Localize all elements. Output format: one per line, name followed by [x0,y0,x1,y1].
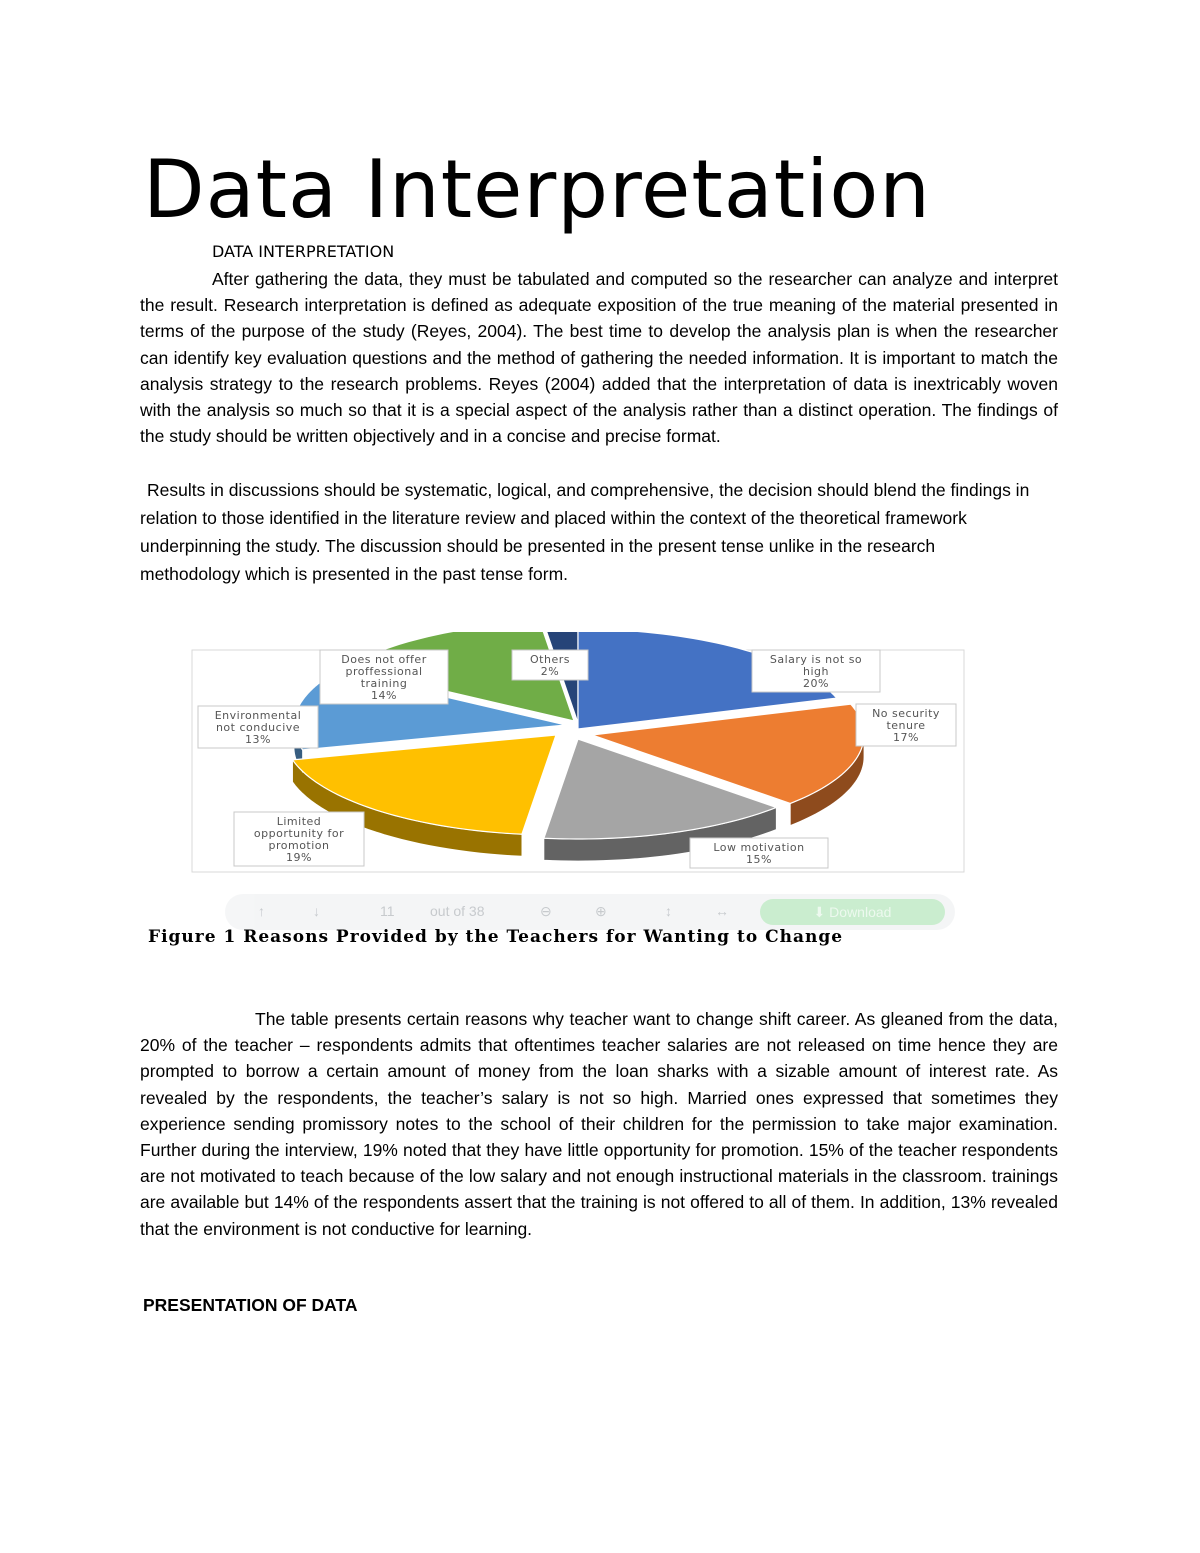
paragraph-3: The table presents certain reasons why teacher want to change shift career. As gleaned from the data, 20% of the teacher – respondents admits that oftentimes teacher salaries are not released on time hence they are prompted to borrow a certain amount of money from the loan sharks with a sizable amount of interest rate. As revealed by the respondents, the teacher’s salary is not so high. Married ones expressed that sometimes they experience sending promissory notes to the school of their children for the permission to take major examination. Further during the interview, 19% noted that they have little opportunity for promotion. 15% of the teacher respondents are not motivated to teach because of the low salary and not enough instructional materials in the classroom. trainings are available but 14% of the respondents assert that the training is not offered to all of them. In addition, 13% revealed that the environment is not conductive for learning. [140,1009,1058,1239]
svg-text:not conducive: not conducive [215,721,301,734]
document-viewer-toolbar [225,894,955,930]
fit-width-icon[interactable]: ↔ [715,903,729,919]
page-number[interactable]: 11 [380,903,395,919]
svg-text:No security: No security [872,707,940,720]
pie-chart-svg [140,632,1020,882]
pie-data-label [320,650,448,704]
svg-text:13%: 13% [245,733,271,746]
pie-data-label [856,704,956,746]
paragraph-1: After gathering the data, they must be tabulated and computed so the researcher can analyze and interpret the result. Research interpretation is defined as adequate exposition of the true meaning of the material presented in terms of the purpose of the study (Reyes, 2004). The best time to develop the analysis plan is when the researcher can identify key evaluation questions and the method of gathering the needed information. It is important to match the analysis strategy to the research problems. Reyes (2004) added that the interpretation of data is inextricably woven with the analysis so much so that it is a special aspect of the analysis rather than a distinct operation. The findings of the study should be written objectively and in a concise and precise format. [140,269,1058,447]
svg-text:19%: 19% [286,851,312,864]
page-title: Data Interpretation [143,143,931,236]
download-label: Download [829,904,892,920]
zoom-in-icon[interactable]: ⊕ [595,903,607,919]
svg-text:17%: 17% [893,731,919,744]
svg-text:high: high [803,665,829,678]
svg-text:Environmental: Environmental [214,709,302,722]
svg-text:Limited: Limited [276,815,322,828]
pie-data-label [234,812,364,866]
arrow-down-icon[interactable]: ↓ [313,903,320,919]
svg-text:2%: 2% [540,665,560,678]
svg-text:Does not offer: Does not offer [341,653,427,666]
pie-data-label [752,650,880,692]
svg-text:proffessional: proffessional [345,665,423,678]
figure-caption: Figure 1 Reasons Provided by the Teachers for Wanting to Change [148,927,844,947]
paragraph-2: Results in discussions should be systematic, logical, and comprehensive, the decision should blend the findings in relation to those identified in the literature review and placed within the context of the theoretical framework underpinning the study. The discussion should be presented in the present tense unlike in the research methodology which is presented in the past tense form. [140,480,1030,584]
section-heading: PRESENTATION OF DATA [143,1295,358,1315]
svg-text:training: training [360,677,408,690]
pie-data-label [198,706,318,748]
svg-text:Others: Others [530,653,570,666]
svg-text:promotion: promotion [268,839,330,852]
svg-text:14%: 14% [371,689,397,702]
arrow-up-icon[interactable]: ↑ [258,903,265,919]
svg-text:15%: 15% [746,853,772,866]
svg-text:opportunity for: opportunity for [253,827,345,840]
fit-height-icon[interactable]: ↕ [665,903,672,919]
download-icon: ⬇ [813,904,830,920]
section-subheading: DATA INTERPRETATION [212,242,395,261]
pie-chart [140,632,1020,882]
page-total: out of 38 [430,903,485,919]
zoom-out-icon[interactable]: ⊖ [540,903,552,919]
pie-data-label [690,838,828,868]
svg-text:tenure: tenure [886,719,926,732]
svg-text:20%: 20% [803,677,829,690]
download-button[interactable] [760,899,945,925]
svg-text:Low motivation: Low motivation [713,841,805,854]
pie-data-label [512,650,588,680]
svg-text:Salary is not so: Salary is not so [769,653,863,666]
